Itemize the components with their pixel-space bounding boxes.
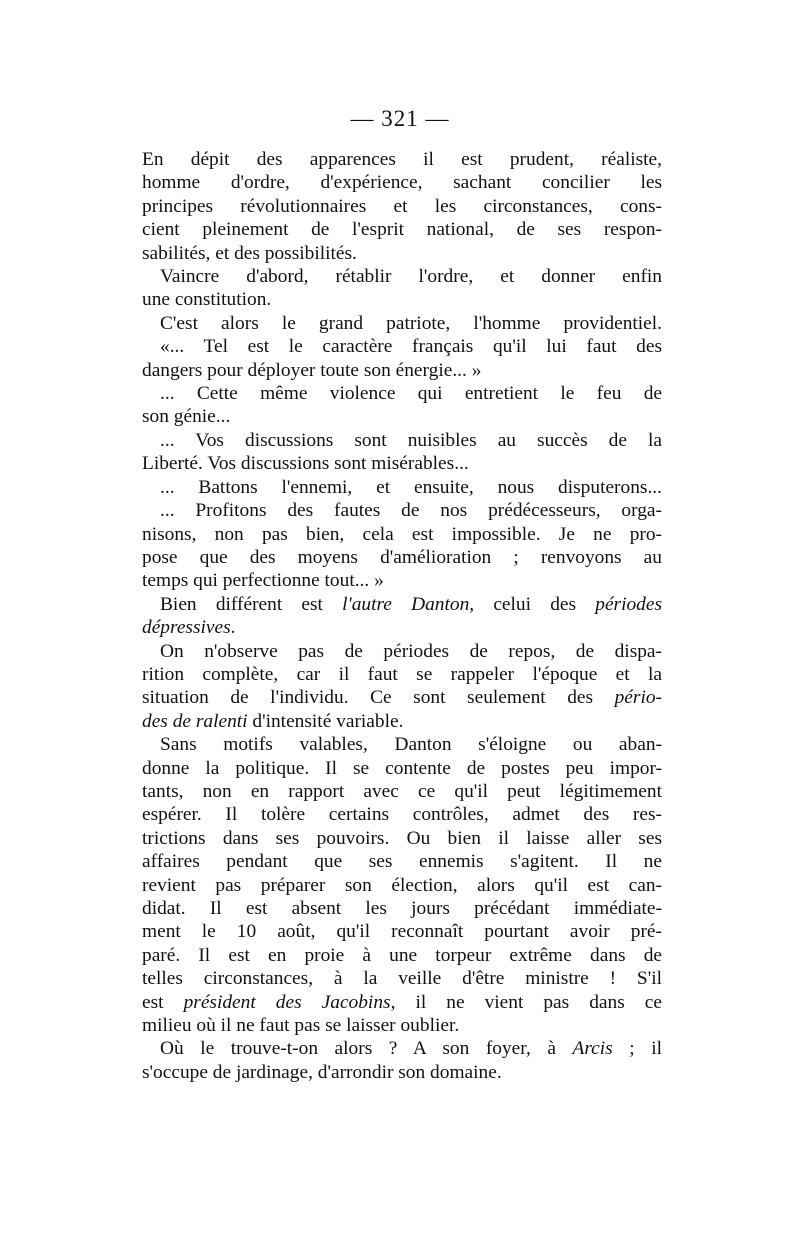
- text-line: dépressives.: [142, 617, 236, 639]
- text-line: ... Profitons des fautes de nos prédécesseurs, orga-: [160, 500, 662, 522]
- text-line: situation de l'individu. Ce sont seulement des pério-: [142, 687, 662, 709]
- text-line: Liberté. Vos discussions sont misérables...: [142, 453, 469, 475]
- text-line: est président des Jacobins, il ne vient pas dans ce: [142, 991, 663, 1013]
- text-line: paré. Il est en proie à une torpeur extrême dans de: [142, 944, 662, 966]
- text-line: Vaincre d'abord, rétablir l'ordre, et donner enfin: [160, 266, 662, 288]
- text-line: affaires pendant que ses ennemis s'agitent. Il ne: [142, 851, 662, 873]
- page-number: — 321 —: [350, 106, 450, 131]
- text-line: didat. Il est absent les jours précédant immédiate-: [142, 898, 662, 919]
- text-line: ... Battons l'ennemi, et ensuite, nous disputerons...: [160, 476, 662, 498]
- text-line: donne la politique. Il se contente de postes peu impor-: [142, 757, 662, 779]
- text-line: Bien différent est l'autre Danton, celui des périodes: [160, 593, 663, 615]
- text-line: principes révolutionnaires et les circonstances, cons-: [142, 195, 662, 217]
- text-line: milieu où il ne faut pas se laisser oublier.: [142, 1015, 460, 1037]
- text-line: pose que des moyens d'amélioration ; renvoyons au: [142, 546, 662, 568]
- text-line: une constitution.: [142, 289, 272, 311]
- text-line: C'est alors le grand patriote, l'homme providentiel.: [160, 312, 662, 334]
- text-line: ... Vos discussions sont nuisibles au succès de la: [160, 429, 662, 451]
- text-line: Où le trouve-t-on alors ? A son foyer, à Arcis ; il: [160, 1038, 662, 1060]
- text-line: s'occupe de jardinage, d'arrondir son domaine.: [142, 1061, 502, 1083]
- text-line: rition complète, car il faut se rappeler l'époque et la: [142, 663, 662, 685]
- text-line: En dépit des apparences il est prudent, réaliste,: [142, 149, 662, 170]
- text-line: son génie...: [142, 406, 231, 428]
- text-line: tants, non en rapport avec ce qu'il peut légitimement: [142, 780, 662, 802]
- text-line: espérer. Il tolère certains contrôles, admet des res-: [142, 804, 662, 826]
- text-line: On n'observe pas de périodes de repos, de dispa-: [160, 640, 662, 662]
- text-line: homme d'ordre, d'expérience, sachant concilier les: [142, 172, 662, 194]
- text-line: «... Tel est le caractère français qu'il lui faut des: [160, 336, 662, 358]
- text-line: telles circonstances, à la veille d'être ministre ! S'il: [142, 968, 662, 990]
- text-line: des de ralenti d'intensité variable.: [142, 710, 404, 732]
- text-line: sabilités, et des possibilités.: [142, 242, 357, 264]
- text-line: dangers pour déployer toute son énergie... »: [142, 359, 482, 381]
- text-line: ment le 10 août, qu'il reconnaît pourtant avoir pré-: [142, 921, 662, 943]
- text-block: [142, 148, 662, 1084]
- text-line: nisons, non pas bien, cela est impossible. Je ne pro-: [142, 523, 662, 545]
- text-line: ... Cette même violence qui entretient le feu de: [160, 383, 662, 405]
- text-line: trictions dans ses pouvoirs. Ou bien il laisse aller ses: [142, 827, 662, 849]
- text-line: revient pas préparer son élection, alors qu'il est can-: [142, 874, 662, 896]
- text-line: Sans motifs valables, Danton s'éloigne ou aban-: [160, 734, 662, 756]
- text-line: temps qui perfectionne tout... »: [142, 570, 384, 592]
- text-line: cient pleinement de l'esprit national, de ses respon-: [142, 219, 662, 241]
